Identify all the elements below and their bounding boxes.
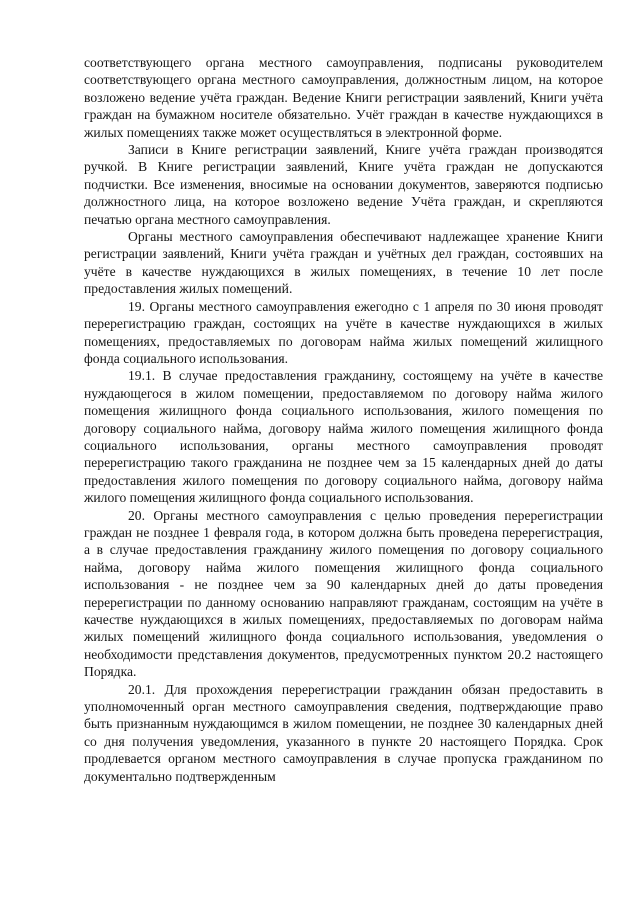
paragraph-records-storage: Органы местного самоуправления обеспечивают надлежащее хранение Книги регистрации заявлений, Книги учёта граждан и учётных дел граждан, состоявших на учёте в качестве нуждающихся в жилых помещениях, в течение 10 лет после предоставления жилых помещений. bbox=[84, 229, 603, 297]
paragraph-records-entries: Записи в Книге регистрации заявлений, Книге учёта граждан производятся ручкой. В Книге регистрации заявлений, Книге учёта граждан не допускаются подчистки. Все изменения, вносимые на основании документов, заверяются подписью должностного лица, на которое возложено ведение Учёта граждан, и скрепляются печатью органа местного самоуправления. bbox=[84, 142, 603, 227]
paragraph-continuation-records: соответствующего органа местного самоуправления, подписаны руководителем соответствующего органа местного самоуправления, должностным лицом, на которое возложено ведение учёта граждан. Ведение Книги регистрации заявлений, Книги учёта граждан на бумажном носителе обязательно. Учёт граждан в качестве нуждающихся в жилых помещениях также может осуществляться в электронной форме. bbox=[84, 55, 603, 140]
paragraph-section-19-1: 19.1. В случае предоставления гражданину, состоящему на учёте в качестве нуждающегося в жилом помещении, предоставляемом по договору найма жилого помещения жилищного фонда социального использования, жилого помещения по договору социального найма, договору найма жилого помещения жилищного фонда социального использования, органы местного самоуправления проводят перерегистрацию такого гражданина не позднее чем за 15 календарных дней до даты предоставления жилого помещения по договору социального найма, договору найма жилого помещения жилищного фонда социального использования. bbox=[84, 368, 603, 506]
paragraph-section-19: 19. Органы местного самоуправления ежегодно с 1 апреля по 30 июня проводят перерегистрацию граждан, состоящих на учёте в качестве нуждающихся в жилых помещениях, предоставляемых по договорам найма жилых помещений жилищного фонда социального использования. bbox=[84, 298, 603, 366]
paragraph-section-20-1: 20.1. Для прохождения перерегистрации гражданин обязан предоставить в уполномоченный орган местного самоуправления сведения, подтверждающие право быть признанным нуждающимся в жилом помещении, не позднее 30 календарных дней со дня получения уведомления, указанного в пункте 20 настоящего Порядка. Срок продлевается органом местного самоуправления в случае пропуска гражданином по документально подтвержденным bbox=[84, 681, 603, 784]
document-page bbox=[84, 54, 603, 785]
paragraph-section-20: 20. Органы местного самоуправления с целью проведения перерегистрации граждан не позднее 1 февраля года, в котором должна быть проведена перерегистрация, а в случае предоставления гражданину жилого помещения по договору социального найма, договору найма жилого помещения жилищного фонда социального использования - не позднее чем за 90 календарных дней до даты проведения перерегистрации по данному основанию направляют гражданам, состоящим на учёте в качестве нуждающихся в жилых помещениях, предоставляемых по договорам найма жилых помещений жилищного фонда социального использования, уведомления о необходимости представления документов, предусмотренных пунктом 20.2 настоящего Порядка. bbox=[84, 507, 603, 680]
